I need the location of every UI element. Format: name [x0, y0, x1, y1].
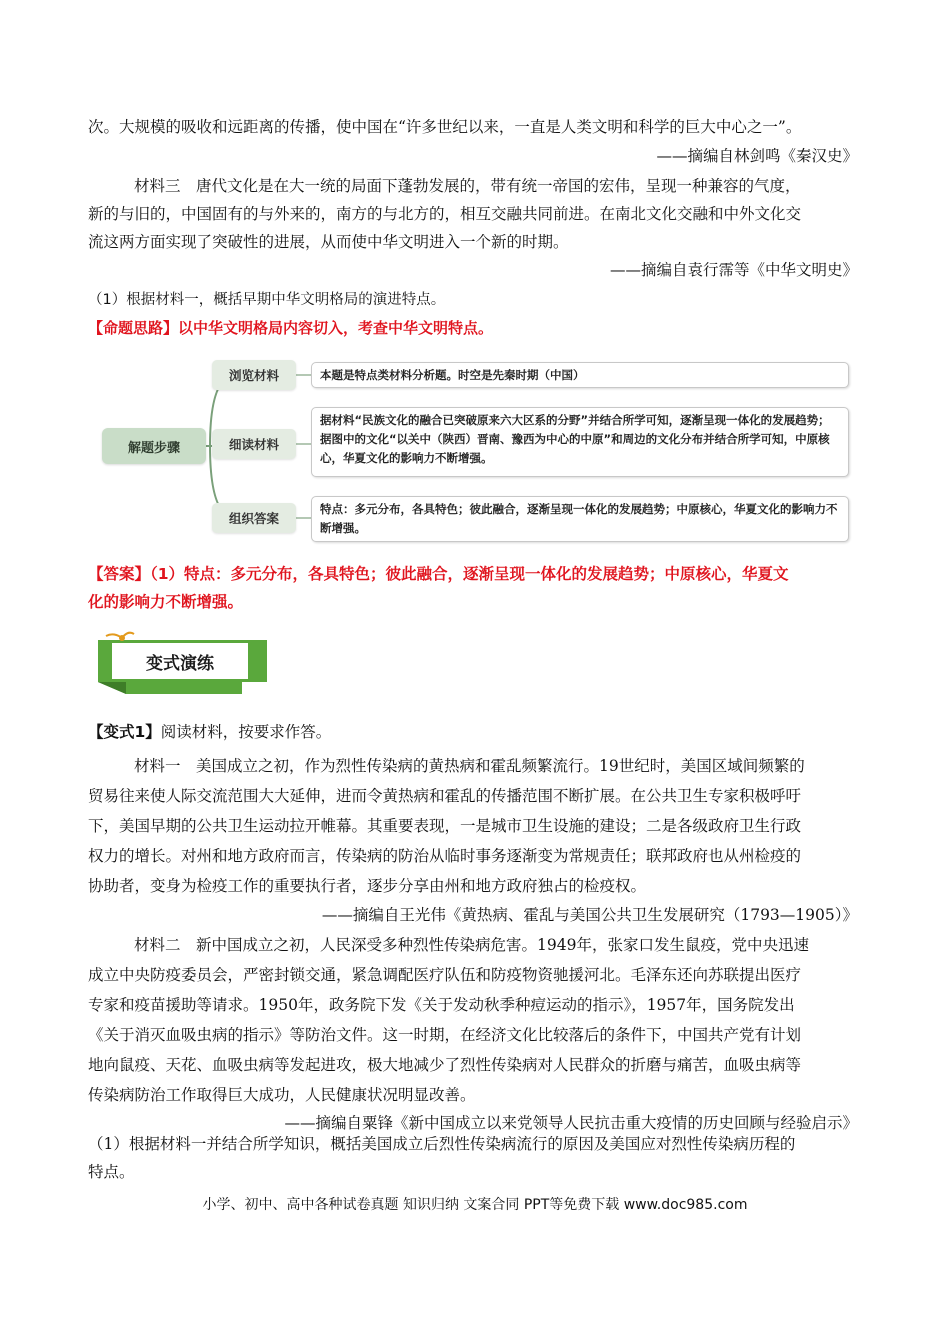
source-citation: ——摘编自林剑鸣《秦汉史》	[656, 147, 858, 165]
paragraph-line: 材料二 新中国成立之初，人民深受多种烈性传染病危害。1949年，张家口发生鼠疫，党中央迅速	[134, 936, 809, 954]
paragraph-line: 次。大规模的吸收和远距离的传播，使中国在“许多世纪以来，一直是人类文明和科学的巨大中心之一”。	[88, 118, 802, 136]
mindmap-root: 解题步骤	[102, 428, 206, 464]
banner-title: 变式演练	[112, 643, 248, 679]
variant-heading	[88, 721, 860, 743]
mindmap-step-browse: 浏览材料	[212, 360, 296, 390]
source-citation: ——摘编自王光伟《黄热病、霍乱与美国公共卫生发展研究（1793—1905）》	[321, 906, 858, 924]
mindmap-box-answer: 特点：多元分布，各具特色；彼此融合，逐渐呈现一体化的发展趋势；中原核心，华夏文化的影响力不断增强。	[311, 496, 849, 542]
mindmap-box-read: 据材料“民族文化的融合已突破原来六大区系的分野”并结合所学可知，逐渐呈现一体化的发展趋势；据图中的文化“以关中（陕西）晋南、豫西为中心的中原”和周边的文化分布并结合所学可知，中原核心，华夏文化的影响力不断增强。	[311, 407, 849, 477]
paragraph-line: 传染病防治工作取得巨大成功，人民健康状况明显改善。	[88, 1086, 476, 1104]
paragraph-line: 新的与旧的，中国固有的与外来的，南方的与北方的，相互交融共同前进。在南北文化交融和中外文化交	[88, 205, 802, 223]
paragraph-line: 成立中央防疫委员会，严密封锁交通，紧急调配医疗队伍和防疫物资驰援河北。毛泽东还向苏联提出医疗	[88, 966, 802, 984]
variant-instruction: 阅读材料，按要求作答。	[160, 723, 332, 741]
paragraph-line: 材料一 美国成立之初，作为烈性传染病的黄热病和霍乱频繁流行。19世纪时，美国区域间频繁的	[134, 757, 805, 775]
variant-label: 【变式1】	[88, 723, 161, 741]
source-citation: ——摘编自粟锋《新中国成立以来党领导人民抗击重大疫情的历史回顾与经验启示》	[284, 1114, 858, 1132]
mindmap-box-browse: 本题是特点类材料分析题。时空是先秦时期（中国）	[311, 362, 849, 388]
paragraph-line: 地向鼠疫、天花、血吸虫病等发起进攻，极大地减少了烈性传染病对人民群众的折磨与痛苦，血吸虫病等	[88, 1056, 802, 1074]
answer-line: 【答案】（1）特点：多元分布，各具特色；彼此融合，逐渐呈现一体化的发展趋势；中原核心，华夏文	[88, 565, 789, 583]
paragraph-line: 流这两方面实现了突破性的进展，从而使中华文明进入一个新的时期。	[88, 233, 569, 251]
paragraph-line: 下，美国早期的公共卫生运动拉开帷幕。其重要表现，一是城市卫生设施的建设；二是各级政府卫生行政	[88, 817, 802, 835]
footer-text: 小学、初中、高中各种试卷真题 知识归纳 文案合同 PPT等免费下载 www.doc985.com	[202, 1197, 748, 1213]
paragraph-line: 专家和疫苗援助等请求。1950年，政务院下发《关于发动秋季种痘运动的指示》，1957年，国务院发出	[88, 996, 795, 1014]
question-text: （1）根据材料一，概括早期中华文明格局的演进特点。	[88, 292, 446, 308]
paragraph-line: 《关于消灭血吸虫病的指示》等防治文件。这一时期，在经济文化比较落后的条件下，中国共产党有计划	[88, 1026, 802, 1044]
paragraph-line: 协助者，变身为检疫工作的重要执行者，逐步分享由州和地方政府独占的检疫权。	[88, 877, 647, 895]
paragraph-line: 材料三 唐代文化是在大一统的局面下蓬勃发展的，带有统一帝国的宏伟，呈现一种兼容的气度，	[134, 177, 801, 195]
mindmap-step-answer: 组织答案	[212, 503, 296, 533]
paragraph-line: 贸易往来使人际交流范围大大延伸，进而令黄热病和霍乱的传播范围不断扩展。在公共卫生专家积极呼吁	[88, 787, 802, 805]
mindmap-step-read: 细读材料	[212, 429, 296, 459]
source-citation: ——摘编自袁行霈等《中华文明史》	[609, 261, 858, 279]
paragraph-line: 权力的增长。对州和地方政府而言，传染病的防治从临时事务逐渐变为常规责任；联邦政府也从州检疫的	[88, 847, 802, 865]
answer-line: 化的影响力不断增强。	[88, 593, 244, 611]
thinking-heading: 【命题思路】以中华文明格局内容切入，考查中华文明特点。	[88, 319, 494, 337]
question-text: （1）根据材料一并结合所学知识，概括美国成立后烈性传染病流行的原因及美国应对烈性传染病历程的	[88, 1135, 796, 1153]
question-text: 特点。	[88, 1163, 135, 1181]
